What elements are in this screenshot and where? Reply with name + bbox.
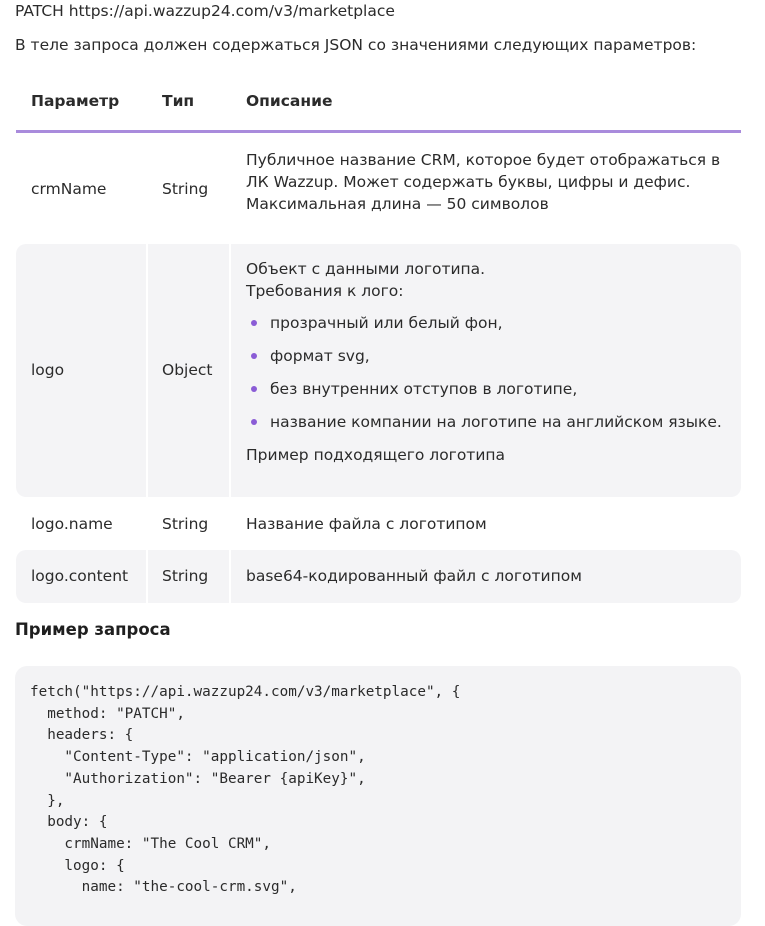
bullet-icon: [251, 419, 257, 425]
requirements-list: [246, 312, 726, 433]
list-item: без внутренних отступов в логотипе,: [246, 378, 726, 400]
bullet-icon: [251, 386, 257, 392]
list-item: название компании на логотипе на английском языке.: [246, 411, 726, 433]
row-desc: Название файла с логотипом: [246, 515, 487, 533]
bullet-icon: [251, 320, 257, 326]
desc-line: Требования к лого:: [246, 282, 404, 300]
example-logo-link[interactable]: Пример подходящего логотипа: [246, 446, 506, 464]
header-param: Параметр: [31, 92, 120, 110]
intro-text: В теле запроса должен содержаться JSON со значениями следующих параметров:: [15, 36, 697, 54]
row-type: String: [162, 567, 209, 585]
row-type: Object: [162, 361, 213, 379]
row-param: logo: [31, 361, 65, 379]
table-row: [16, 550, 741, 603]
code-block[interactable]: [15, 666, 741, 926]
table-row: [16, 244, 741, 497]
bullet-icon: [251, 353, 257, 359]
row-type: String: [162, 180, 209, 198]
table-row: [16, 497, 741, 550]
endpoint-text: PATCH https://api.wazzup24.com/v3/marketplace: [15, 2, 395, 20]
list-item: прозрачный или белый фон,: [246, 312, 726, 334]
header-desc: Описание: [246, 92, 333, 110]
row-desc: [246, 258, 726, 466]
row-desc: Публичное название CRM, которое будет отображаться в ЛК Wazzup. Может содержать буквы, цифры и дефис. Максимальная длина — 50 символов: [246, 151, 721, 213]
row-param: crmName: [31, 180, 107, 198]
row-param: logo.content: [31, 567, 129, 585]
table-header: [16, 78, 741, 133]
code-text[interactable]: fetch("https://api.wazzup24.com/v3/marketplace", { method: "PATCH", headers: { "Content-Type": "application/json", "Authorization": "Bearer {apiKey}", }, body: { crmName: "The Cool CRM", logo: { name: "the-cool-crm.svg",: [30, 684, 461, 896]
table-row: [16, 133, 741, 244]
header-type: Тип: [162, 92, 195, 110]
row-param: logo.name: [31, 515, 113, 533]
row-type: String: [162, 515, 209, 533]
example-title: Пример запроса: [15, 620, 171, 639]
params-table: [16, 78, 741, 603]
row-desc: base64-кодированный файл с логотипом: [246, 567, 582, 585]
desc-line: Объект с данными логотипа.: [246, 260, 486, 278]
list-item: формат svg,: [246, 345, 726, 367]
